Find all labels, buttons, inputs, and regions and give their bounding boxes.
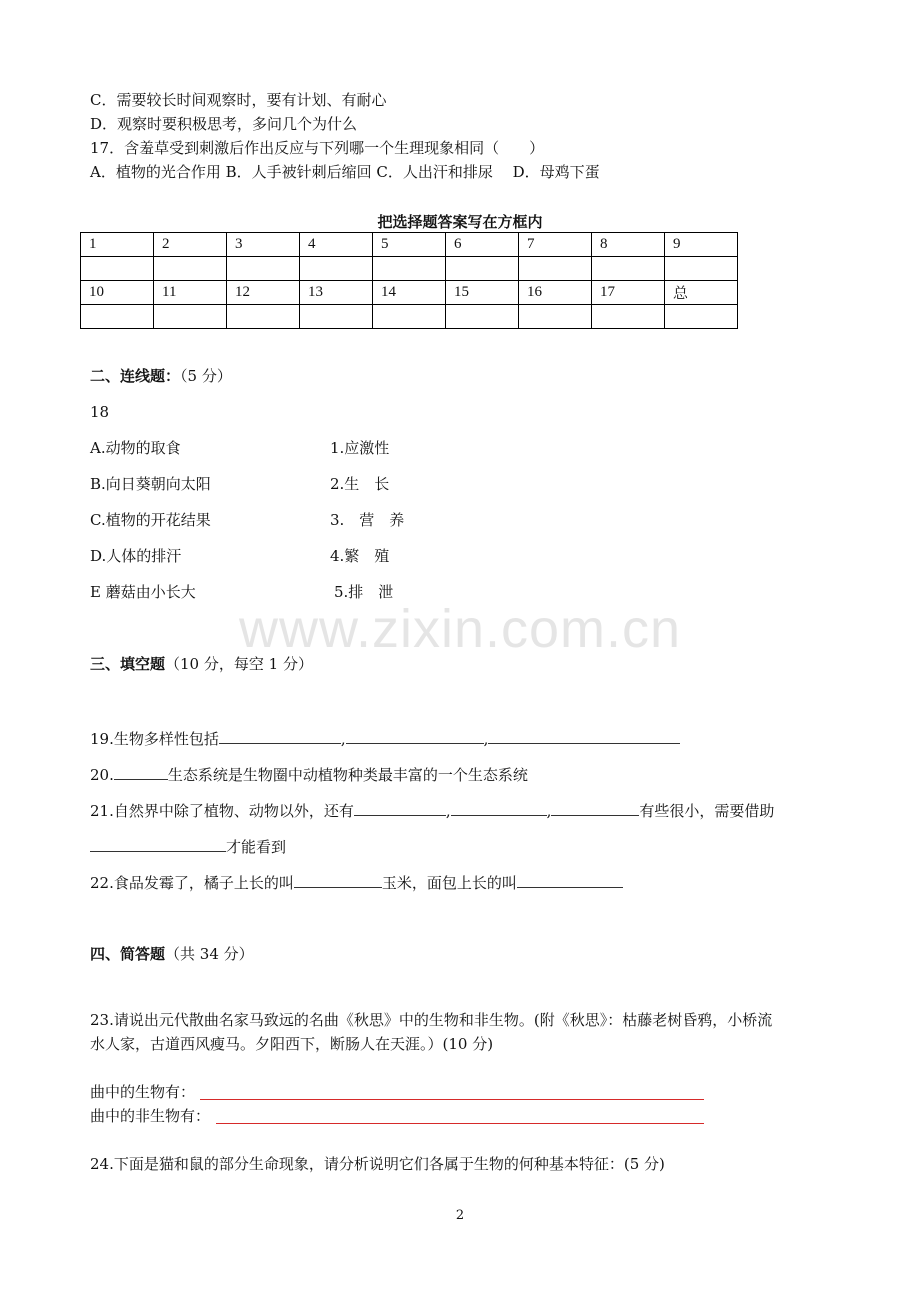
question-23-line1: 23.请说出元代散曲名家马致远的名曲《秋思》中的生物和非生物。(附《秋思》：枯藤老树昏鸦，小桥流 <box>90 1011 773 1029</box>
answer-cell[interactable] <box>373 305 446 329</box>
option-c-line: C．需要较长时间观察时，要有计划、有耐心 <box>90 91 387 109</box>
section-3-heading <box>90 654 313 674</box>
table-row <box>81 233 738 257</box>
answer-cell[interactable] <box>154 305 227 329</box>
fill-blank[interactable] <box>517 872 623 888</box>
match-right-item[interactable]: 4.繁 殖 <box>330 547 390 565</box>
question-22-text: 22.食品发霉了，橘子上长的叫 <box>90 874 294 892</box>
answer-cell[interactable] <box>446 257 519 281</box>
page-number: 2 <box>455 1208 465 1223</box>
table-cell: 3 <box>227 233 300 257</box>
fill-blank[interactable] <box>114 764 168 780</box>
fill-blank[interactable] <box>90 836 226 852</box>
question-20-text: 生态系统是生物圈中动植物种类最丰富的一个生态系统 <box>167 766 528 784</box>
match-left-item[interactable]: C.植物的开花结果 <box>90 511 211 529</box>
question-22 <box>90 872 623 893</box>
match-left-item[interactable]: E 蘑菇由小长大 <box>90 583 196 601</box>
question-23-line2: 水人家，古道西风瘦马。夕阳西下，断肠人在天涯。）(10 分) <box>90 1035 494 1053</box>
answer-table <box>80 232 738 329</box>
fill-blank[interactable] <box>219 728 341 744</box>
table-cell: 1 <box>81 233 154 257</box>
answer-cell[interactable] <box>665 257 738 281</box>
question-20 <box>90 764 528 785</box>
fill-blank[interactable] <box>488 728 680 744</box>
question-22-mid: 玉米，面包上长的叫 <box>381 874 517 892</box>
question-19-text: 19.生物多样性包括 <box>90 730 219 748</box>
table-row <box>81 281 738 305</box>
table-cell: 12 <box>227 281 300 305</box>
nonliving-things-label: 曲中的非生物有： <box>90 1107 211 1125</box>
table-cell: 4 <box>300 233 373 257</box>
question-17-options: A．植物的光合作用 B．人手被针刺后缩回 C．人出汗和排尿 D．母鸡下蛋 <box>90 163 600 181</box>
question-20-number: 20. <box>90 766 114 784</box>
section-3-title: 三、填空题 <box>90 655 166 673</box>
section-3-score: （10 分，每空 1 分） <box>165 655 313 673</box>
separator: , <box>445 802 451 820</box>
table-cell: 10 <box>81 281 154 305</box>
answer-cell[interactable] <box>592 257 665 281</box>
question-21-cont <box>90 836 286 857</box>
section-2-score: （5 分） <box>180 367 232 385</box>
table-cell: 11 <box>154 281 227 305</box>
table-cell: 7 <box>519 233 592 257</box>
section-2-title: 二、连线题： <box>90 367 181 385</box>
question-21-text: 21.自然界中除了植物、动物以外，还有 <box>90 802 354 820</box>
table-cell: 8 <box>592 233 665 257</box>
match-right-item[interactable]: 5.排 泄 <box>334 583 394 601</box>
separator: , <box>546 802 552 820</box>
match-left-item[interactable]: D.人体的排汗 <box>90 547 182 565</box>
answer-cell[interactable] <box>519 257 592 281</box>
answer-cell[interactable] <box>81 305 154 329</box>
section-2-heading <box>90 366 232 386</box>
section-4-heading <box>90 944 254 964</box>
answer-cell[interactable] <box>300 257 373 281</box>
living-things-label: 曲中的生物有： <box>90 1083 196 1101</box>
match-right-item[interactable]: 3. 营 养 <box>330 511 405 529</box>
fill-blank[interactable] <box>551 800 639 816</box>
answer-cell[interactable] <box>665 305 738 329</box>
fill-blank[interactable] <box>354 800 446 816</box>
watermark-text: www.zixin.com.cn <box>238 599 682 659</box>
option-d-line: D．观察时要积极思考，多问几个为什么 <box>90 115 358 133</box>
question-24: 24.下面是猫和鼠的部分生命现象，请分析说明它们各属于生物的何种基本特征：(5 分) <box>90 1155 665 1173</box>
fill-blank[interactable] <box>346 728 484 744</box>
answer-cell[interactable] <box>519 305 592 329</box>
question-17: 17．含羞草受到刺激后作出反应与下列哪一个生理现象相同（ ） <box>90 139 545 157</box>
table-cell: 14 <box>373 281 446 305</box>
living-answer-line[interactable] <box>200 1099 704 1100</box>
question-21-tail: 有些很小，需要借助 <box>639 802 775 820</box>
question-18-number: 18 <box>90 403 110 421</box>
table-row <box>81 257 738 281</box>
match-right-item[interactable]: 2.生 长 <box>330 475 390 493</box>
match-left-item[interactable]: B.向日葵朝向太阳 <box>90 475 211 493</box>
question-21-end: 才能看到 <box>226 838 287 856</box>
answer-cell[interactable] <box>300 305 373 329</box>
table-cell: 9 <box>665 233 738 257</box>
answer-cell[interactable] <box>227 305 300 329</box>
answer-cell[interactable] <box>81 257 154 281</box>
table-cell: 总 <box>665 281 738 305</box>
table-row <box>81 305 738 329</box>
match-right-item[interactable]: 1.应激性 <box>330 439 390 457</box>
section-4-score: （共 34 分） <box>165 945 254 963</box>
answer-cell[interactable] <box>592 305 665 329</box>
table-cell: 13 <box>300 281 373 305</box>
table-cell: 16 <box>519 281 592 305</box>
table-cell: 2 <box>154 233 227 257</box>
question-21 <box>90 800 774 821</box>
fill-blank[interactable] <box>294 872 382 888</box>
nonliving-answer-line[interactable] <box>216 1123 704 1124</box>
fill-blank[interactable] <box>451 800 547 816</box>
table-cell: 6 <box>446 233 519 257</box>
question-19 <box>90 728 680 749</box>
answer-cell[interactable] <box>154 257 227 281</box>
table-cell: 5 <box>373 233 446 257</box>
answer-cell[interactable] <box>373 257 446 281</box>
answer-cell[interactable] <box>227 257 300 281</box>
table-cell: 15 <box>446 281 519 305</box>
table-cell: 17 <box>592 281 665 305</box>
answer-table-title: 把选择题答案写在方框内 <box>377 213 543 231</box>
section-4-title: 四、简答题 <box>90 945 166 963</box>
match-left-item[interactable]: A.动物的取食 <box>90 439 181 457</box>
answer-cell[interactable] <box>446 305 519 329</box>
separator: , <box>483 730 489 748</box>
separator: , <box>340 730 346 748</box>
